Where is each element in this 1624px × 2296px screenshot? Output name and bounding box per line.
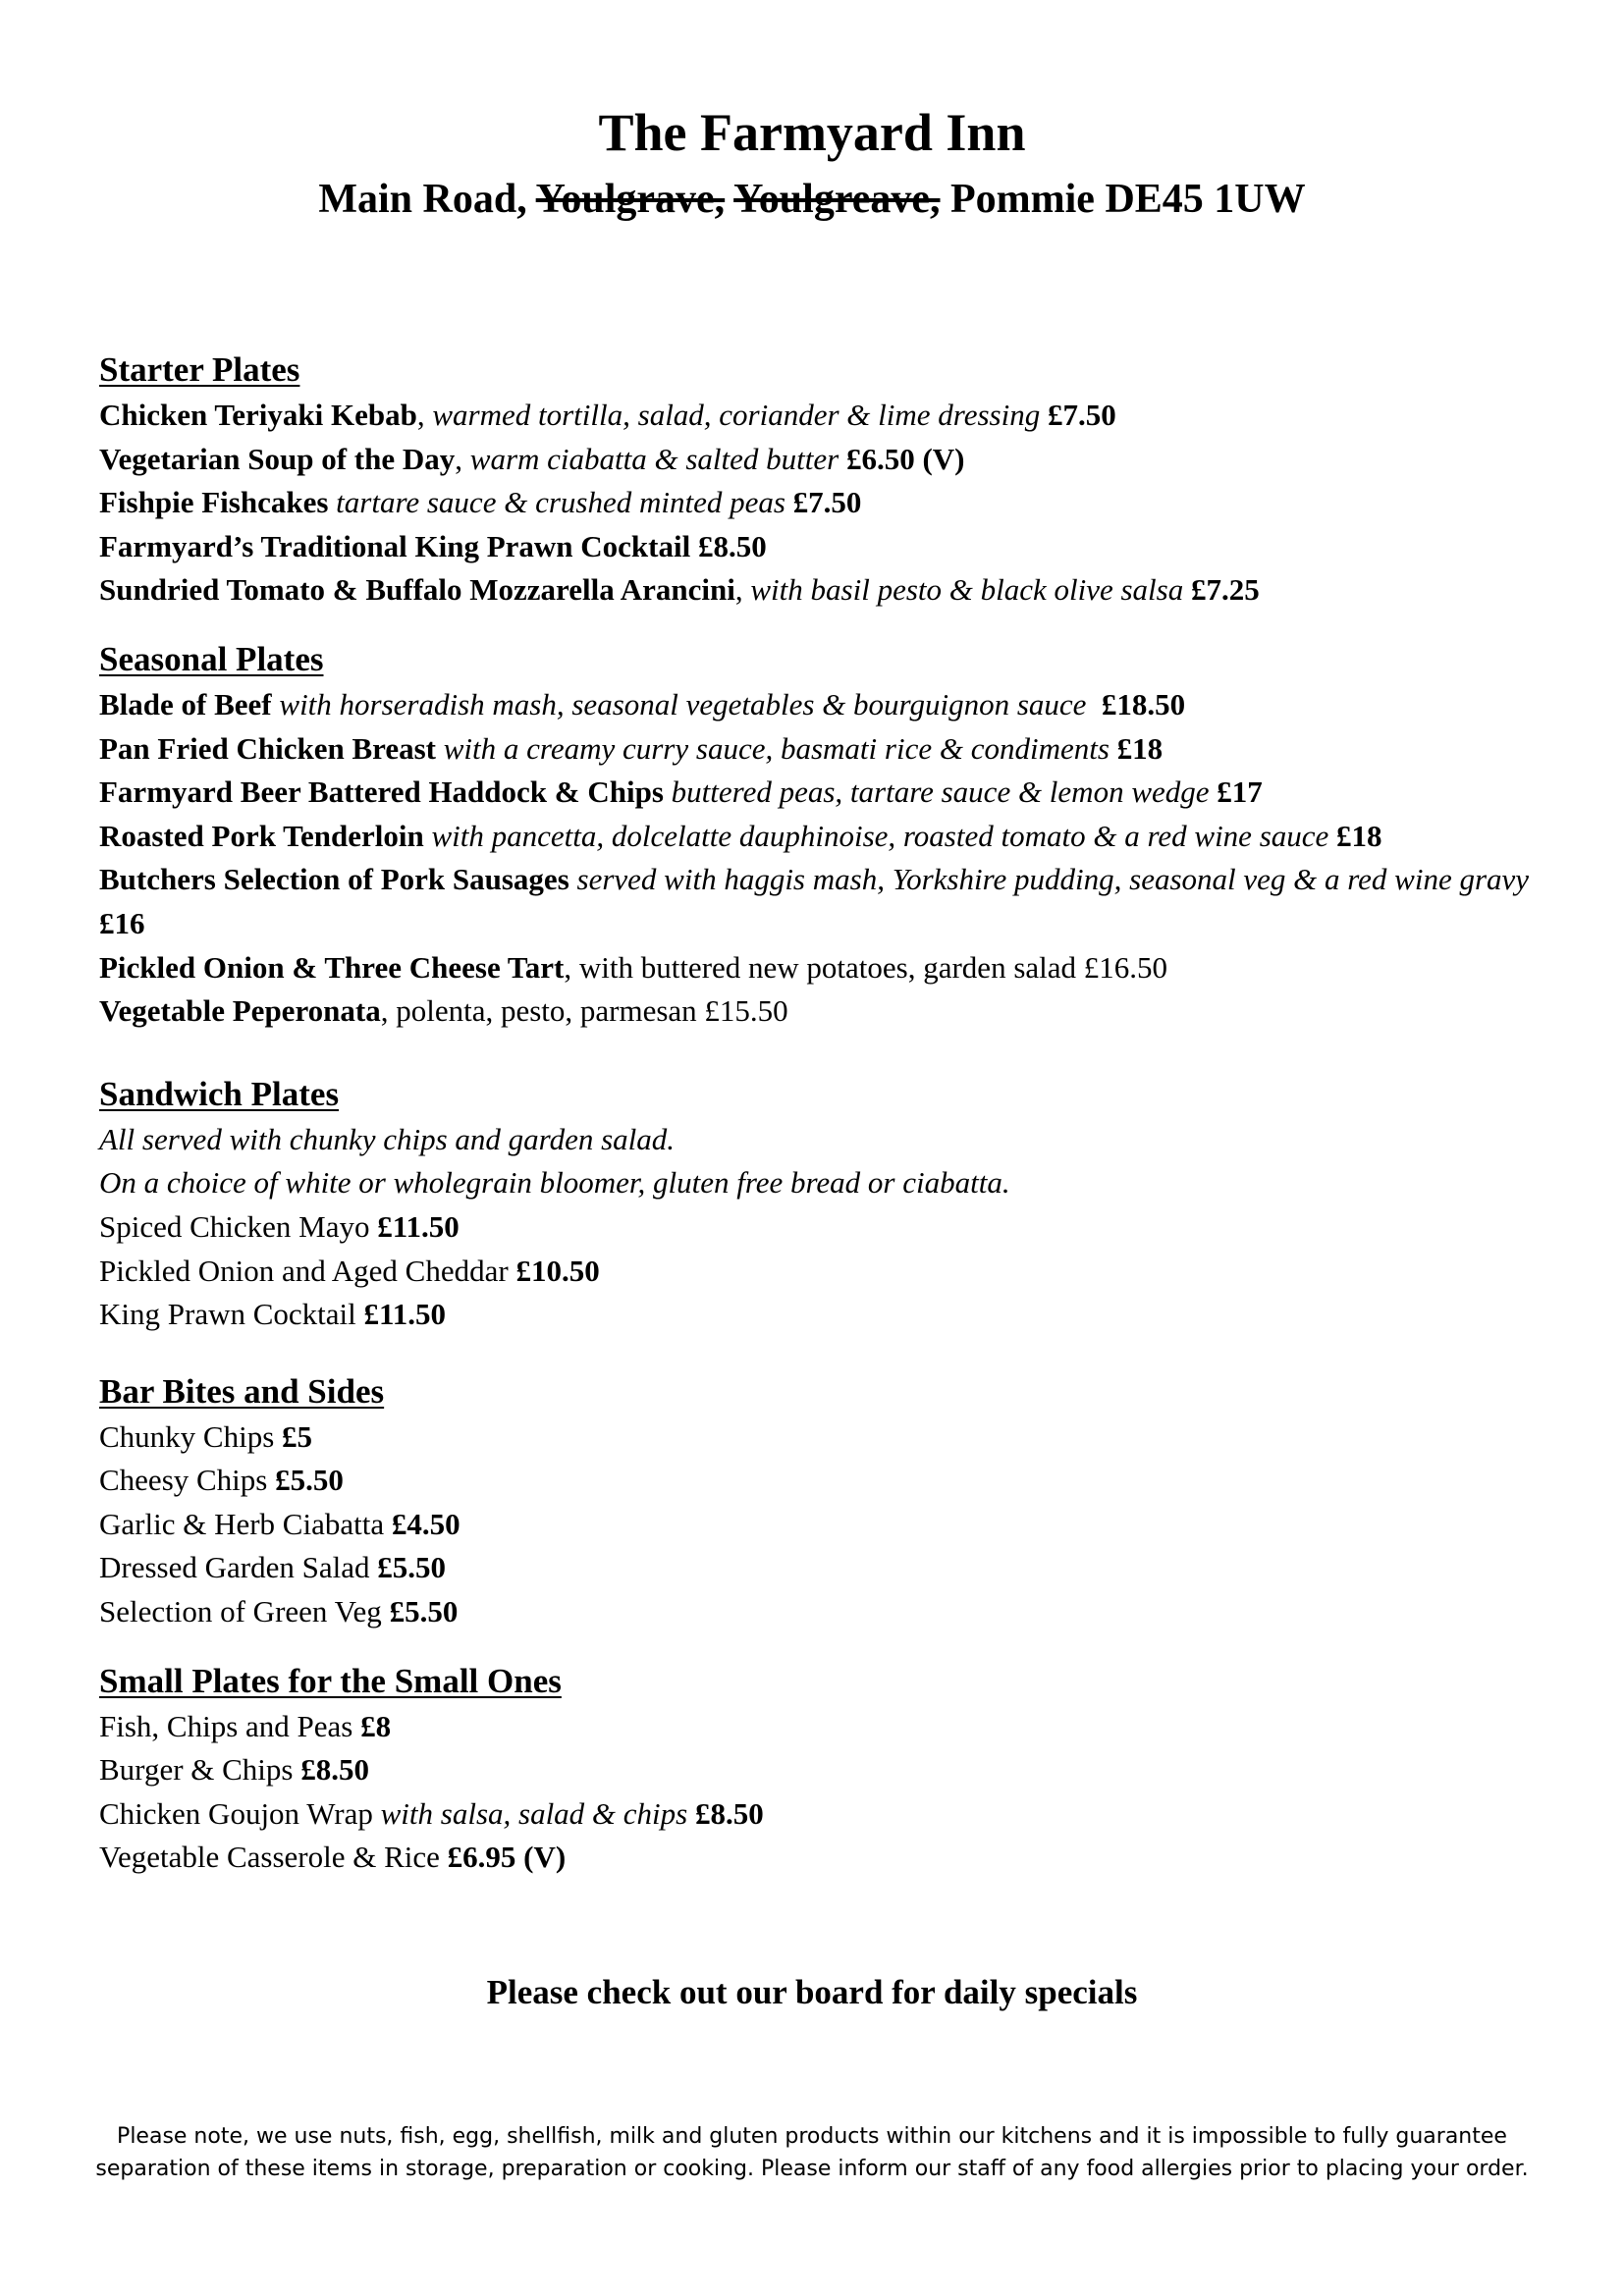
item-name: Fish, Chips and Peas xyxy=(99,1708,353,1743)
menu-item xyxy=(99,1792,1533,1837)
item-price: £8.50 xyxy=(694,1795,764,1831)
menu-item xyxy=(99,525,1533,569)
menu-header xyxy=(0,100,1624,228)
item-name: Pickled Onion and Aged Cheddar xyxy=(99,1253,509,1288)
section-note: All served with chunky chips and garden salad. xyxy=(99,1121,676,1156)
item-description: with horseradish mash, seasonal vegetables & bourguignon sauce xyxy=(279,686,1087,721)
item-price: £18 xyxy=(1116,730,1164,766)
menu-item xyxy=(99,771,1533,815)
section-title: Bar Bites and Sides xyxy=(99,1371,385,1411)
item-price: £8.50 xyxy=(300,1752,369,1788)
item-name: Farmyard’s Traditional King Prawn Cocktail xyxy=(99,528,691,563)
section-title: Sandwich Plates xyxy=(99,1074,340,1113)
menu-item xyxy=(99,438,1533,482)
item-description: served with haggis mash, Yorkshire pudding, seasonal veg & a red wine gravy xyxy=(576,862,1530,897)
item-name: Cheesy Chips xyxy=(99,1463,268,1498)
menu-item xyxy=(99,815,1533,859)
menu-item xyxy=(99,1293,1533,1337)
address-end: Pommie DE45 1UW xyxy=(950,177,1306,222)
item-price: £4.50 xyxy=(391,1506,460,1541)
item-name: Dressed Garden Salad xyxy=(99,1550,370,1585)
item-price: £11.50 xyxy=(377,1208,460,1244)
item-name: Chicken Teriyaki Kebab xyxy=(99,398,417,432)
allergy-note: Please note, we use nuts, fish, egg, shellfish, milk and gluten products within our kitchens and it is impossible to fully guarantee separation of these items in storage, preparation or cooking. Please inform our staff of any food allergies prior to placing your order. xyxy=(95,2124,1529,2181)
menu-item xyxy=(99,1546,1533,1590)
item-name: Fishpie Fishcakes xyxy=(99,485,329,520)
item-name: Butchers Selection of Pork Sausages xyxy=(99,862,569,897)
item-description: with basil pesto & black olive salsa xyxy=(750,572,1184,608)
menu-item xyxy=(99,1415,1533,1460)
menu-item xyxy=(99,727,1533,772)
item-name: Farmyard Beer Battered Haddock & Chips xyxy=(99,774,664,810)
item-name: Sundried Tomato & Buffalo Mozzarella Arancini xyxy=(99,572,735,608)
item-name: Vegetarian Soup of the Day xyxy=(99,441,456,476)
item-price: £16 xyxy=(99,905,145,940)
section-title: Starter Plates xyxy=(99,350,300,389)
item-price: £7.25 xyxy=(1190,572,1260,608)
menu-item xyxy=(99,481,1533,525)
item-separator xyxy=(328,485,336,519)
menu-item xyxy=(99,946,1533,990)
item-description: warmed tortilla, salad, coriander & lime dressing xyxy=(432,398,1041,432)
item-separator: , xyxy=(416,398,433,432)
address-struck-2: Youlgreave, xyxy=(733,177,941,222)
menu-item xyxy=(99,568,1533,613)
item-separator xyxy=(664,774,672,809)
item-name: Chunky Chips xyxy=(99,1418,275,1454)
menu-item xyxy=(99,1205,1533,1250)
address-start: Main Road, xyxy=(318,177,527,222)
menu-item xyxy=(99,1250,1533,1294)
menu-item xyxy=(99,1503,1533,1547)
section-bar-bites xyxy=(99,1368,1533,1634)
item-price: £18.50 xyxy=(1101,686,1186,721)
section-small-plates xyxy=(99,1658,1533,1880)
daily-specials-note: Please check out our board for daily specials xyxy=(486,1973,1138,2011)
menu-item xyxy=(99,1590,1533,1634)
menu-item xyxy=(99,858,1533,945)
menu-item xyxy=(99,683,1533,727)
item-price: £5 xyxy=(282,1418,313,1454)
item-price: £18 xyxy=(1336,818,1382,853)
item-description: warm ciabatta & salted butter xyxy=(469,441,839,476)
menu-item xyxy=(99,1748,1533,1792)
item-separator xyxy=(436,731,444,766)
section-title: Seasonal Plates xyxy=(99,639,324,678)
item-details: , polenta, pesto, parmesan £15.50 xyxy=(380,993,788,1029)
item-name: Spiced Chicken Mayo xyxy=(99,1208,370,1244)
item-name: Selection of Green Veg xyxy=(99,1594,382,1629)
item-description: with a creamy curry sauce, basmati rice & condiments xyxy=(443,730,1110,766)
menu-body xyxy=(99,347,1533,1880)
section-starter-plates xyxy=(99,347,1533,613)
item-separator: , xyxy=(455,441,470,476)
item-description: with salsa, salad & chips xyxy=(380,1795,688,1831)
item-name: Blade of Beef xyxy=(99,686,272,721)
item-price: £6.95 (V) xyxy=(447,1840,567,1875)
item-name: Pickled Onion & Three Cheese Tart xyxy=(99,949,565,985)
item-price: £6.50 (V) xyxy=(845,441,965,476)
item-name: Garlic & Herb Ciabatta xyxy=(99,1506,385,1541)
item-details: , with buttered new potatoes, garden salad £16.50 xyxy=(564,949,1168,985)
item-separator xyxy=(569,862,577,896)
item-description: with pancetta, dolcelatte dauphinoise, roasted tomato & a red wine sauce xyxy=(431,818,1329,853)
inn-title: The Farmyard Inn xyxy=(598,103,1026,162)
item-description: buttered peas, tartare sauce & lemon wedge xyxy=(671,774,1210,810)
item-separator: , xyxy=(734,572,751,608)
section-seasonal-plates xyxy=(99,636,1533,1034)
section-sandwich-plates xyxy=(99,1071,1533,1337)
item-name: Roasted Pork Tenderloin xyxy=(99,818,424,853)
item-name: Pan Fried Chicken Breast xyxy=(99,730,436,766)
address-struck-1: Youlgrave, xyxy=(535,177,726,222)
item-price: £5.50 xyxy=(275,1463,344,1498)
item-name: King Prawn Cocktail xyxy=(99,1297,356,1332)
item-price: £17 xyxy=(1217,774,1263,810)
menu-item xyxy=(99,1459,1533,1503)
item-description: tartare sauce & crushed minted peas xyxy=(336,485,785,520)
item-price: £11.50 xyxy=(363,1297,447,1332)
menu-item xyxy=(99,989,1533,1034)
section-title: Small Plates for the Small Ones xyxy=(99,1661,562,1700)
item-price: £7.50 xyxy=(1047,398,1116,432)
menu-item xyxy=(99,1836,1533,1880)
menu-item xyxy=(99,1705,1533,1749)
menu-item xyxy=(99,394,1533,438)
item-price: £7.50 xyxy=(792,485,862,520)
item-price: £5.50 xyxy=(389,1594,459,1629)
item-name: Vegetable Casserole & Rice xyxy=(99,1840,440,1875)
item-name: Chicken Goujon Wrap xyxy=(99,1795,373,1831)
item-name: Vegetable Peperonata xyxy=(99,993,381,1029)
item-price: £8.50 xyxy=(697,528,767,563)
item-name: Burger & Chips xyxy=(99,1752,294,1788)
section-note: On a choice of white or wholegrain bloomer, gluten free bread or ciabatta. xyxy=(99,1165,1010,1201)
item-price: £10.50 xyxy=(515,1253,600,1288)
item-price: £5.50 xyxy=(377,1550,446,1585)
item-price: £8 xyxy=(360,1708,392,1743)
inn-address xyxy=(0,171,1624,228)
